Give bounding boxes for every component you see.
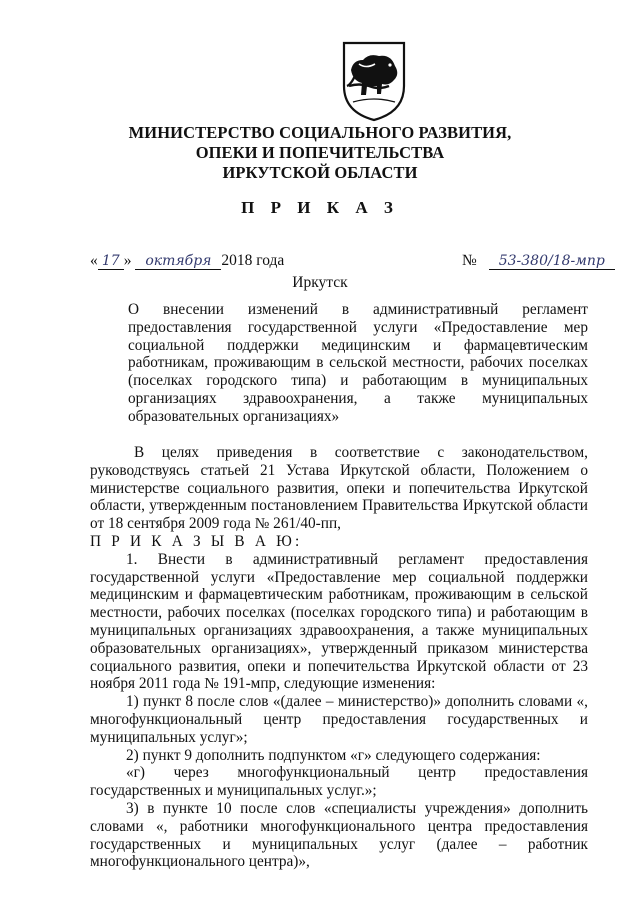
date-day: 17: [98, 253, 124, 270]
document-type-title: П Р И К А З: [241, 198, 399, 217]
date-quote-close: »: [123, 252, 132, 269]
subitem-2-quote-paragraph: «г) через многофункциональный центр предоставления государственных и муниципальных услуг.»;: [90, 764, 588, 800]
subitem-3-paragraph: 3) в пункте 10 после слов «специалисты учреждения» дополнить словами «, работники многофункционального центра предоставления государственных и муниципальных услуг (далее – работник многофункционального центра)»,: [90, 799, 588, 871]
ministry-name-line3: ИРКУТСКОЙ ОБЛАСТИ: [222, 163, 418, 182]
subitem-2-paragraph: 2) пункт 9 дополнить подпунктом «г» следующего содержания:: [126, 746, 541, 764]
subitem-1-paragraph: 1) пункт 8 после слов «(далее – министерство)» дополнить словами «, многофункциональный центр предоставления государственных и муниципальных услуг»;: [90, 693, 588, 746]
date-quote-open: «: [90, 252, 98, 269]
order-number: [462, 252, 615, 270]
order-subject: О внесении изменений в административный регламент предоставления государственной услуги «Предоставление мер социальной поддержки медицинским и фармацевтическим работникам, проживающим в сельской местности, рабочих поселках (поселках городского типа) и работающим в муниципальных организациях здравоохранения, а также муниципальных образовательных организациях»: [128, 301, 588, 425]
irkutsk-coat-of-arms-icon: [339, 40, 409, 122]
city-name: Иркутск: [292, 274, 348, 291]
date-month: октября: [135, 253, 221, 270]
order-word: П Р И К А З Ы В А Ю:: [90, 532, 303, 550]
date-year: 2018 года: [221, 252, 285, 269]
order-date: [90, 252, 284, 270]
number-sign: №: [462, 252, 477, 269]
order-body: [90, 444, 588, 871]
order-number-value: 53-380/18-мпр: [489, 253, 615, 270]
ministry-name-line1: МИНИСТЕРСТВО СОЦИАЛЬНОГО РАЗВИТИЯ,: [128, 123, 512, 142]
ministry-name-line2: ОПЕКИ И ПОПЕЧИТЕЛЬСТВА: [195, 143, 445, 162]
preamble-paragraph: В целях приведения в соответствие с законодательством, руководствуясь статьей 21 Устава Иркутской области, Положением о министерстве социального развития, опеки и попечительства Иркутской области, утвержденным постановлением Правительства Иркутской области от 18 сентября 2009 года № 261/40-пп,: [90, 444, 588, 533]
item-1-paragraph: 1. Внести в административный регламент предоставления государственной услуги «Предоставление мер социальной поддержки медицинским и фармацевтическим работникам, проживающим в сельской местности, рабочих поселках (поселках городского типа) и работающим в муниципальных организациях здравоохранения, а также муниципальных образовательных организациях», утвержденный приказом министерства социального развития, опеки и попечительства Иркутской области от 23 ноября 2011 года № 191-мпр, следующие изменения:: [90, 550, 588, 693]
